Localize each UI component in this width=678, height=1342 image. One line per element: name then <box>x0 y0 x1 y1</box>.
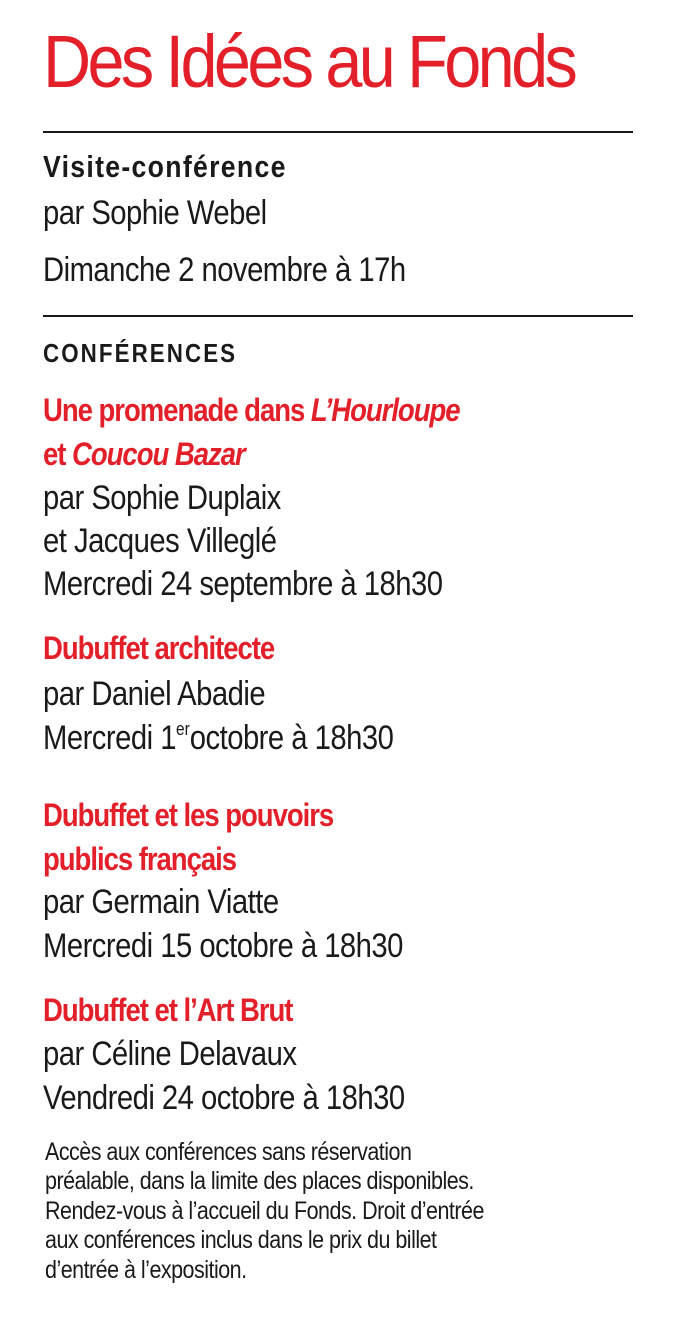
conference-3-title-line2: publics français <box>43 841 237 877</box>
access-note <box>45 1138 561 1285</box>
conference-1-date: Mercredi 24 septembre à 18h30 <box>43 565 443 603</box>
conference-1-speaker-line2: et Jacques Villeglé <box>43 522 277 560</box>
conference-3-date: Mercredi 15 octobre à 18h30 <box>43 927 403 965</box>
conference-2-date-suffix: octobre à 18h30 <box>189 719 394 757</box>
conference-1-title-plain-2: et <box>43 436 73 472</box>
conference-2-date-sup: er <box>175 719 190 739</box>
conference-2-title: Dubuffet architecte <box>43 630 275 666</box>
conference-1-title-italic-2: Coucou Bazar <box>72 436 245 472</box>
page-title: Des Idées au Fonds <box>43 20 575 103</box>
visite-date: Dimanche 2 novembre à 17h <box>43 251 406 289</box>
conference-2-speaker: par Daniel Abadie <box>43 675 266 713</box>
conferences-heading: CONFÉRENCES <box>43 338 238 368</box>
access-note-line-2: préalable, dans la limite des places disponibles. <box>45 1167 474 1196</box>
access-note-line-1: Accès aux conférences sans réservation <box>45 1138 412 1166</box>
conference-3-title-line1: Dubuffet et les pouvoirs <box>43 797 334 833</box>
visite-heading: Visite-conférence <box>43 149 287 184</box>
conference-4-title: Dubuffet et l’Art Brut <box>43 992 293 1028</box>
conference-1-title-line1 <box>43 390 460 430</box>
conference-4-speaker: par Céline Delavaux <box>43 1035 297 1073</box>
access-note-line-5: d’entrée à l’exposition. <box>45 1255 247 1284</box>
conference-2-date-prefix: Mercredi 1 <box>43 719 176 757</box>
conference-1-title-plain-1: Une promenade dans <box>43 392 311 428</box>
divider-middle <box>43 315 633 317</box>
conference-1-speaker-line1: par Sophie Duplaix <box>43 479 281 517</box>
visite-speaker: par Sophie Webel <box>43 194 267 232</box>
access-note-line-3: Rendez-vous à l’accueil du Fonds. Droit d’entrée <box>45 1196 484 1225</box>
conference-3-speaker: par Germain Viatte <box>43 883 279 921</box>
divider-top <box>43 131 633 133</box>
conference-4-date: Vendredi 24 octobre à 18h30 <box>43 1079 405 1117</box>
conference-2-date <box>43 718 393 758</box>
access-note-line-4: aux conférences inclus dans le prix du billet <box>45 1226 437 1255</box>
conference-1-title-italic-1: L’Hourloupe <box>310 392 460 428</box>
conference-1-title-line2 <box>43 434 245 474</box>
